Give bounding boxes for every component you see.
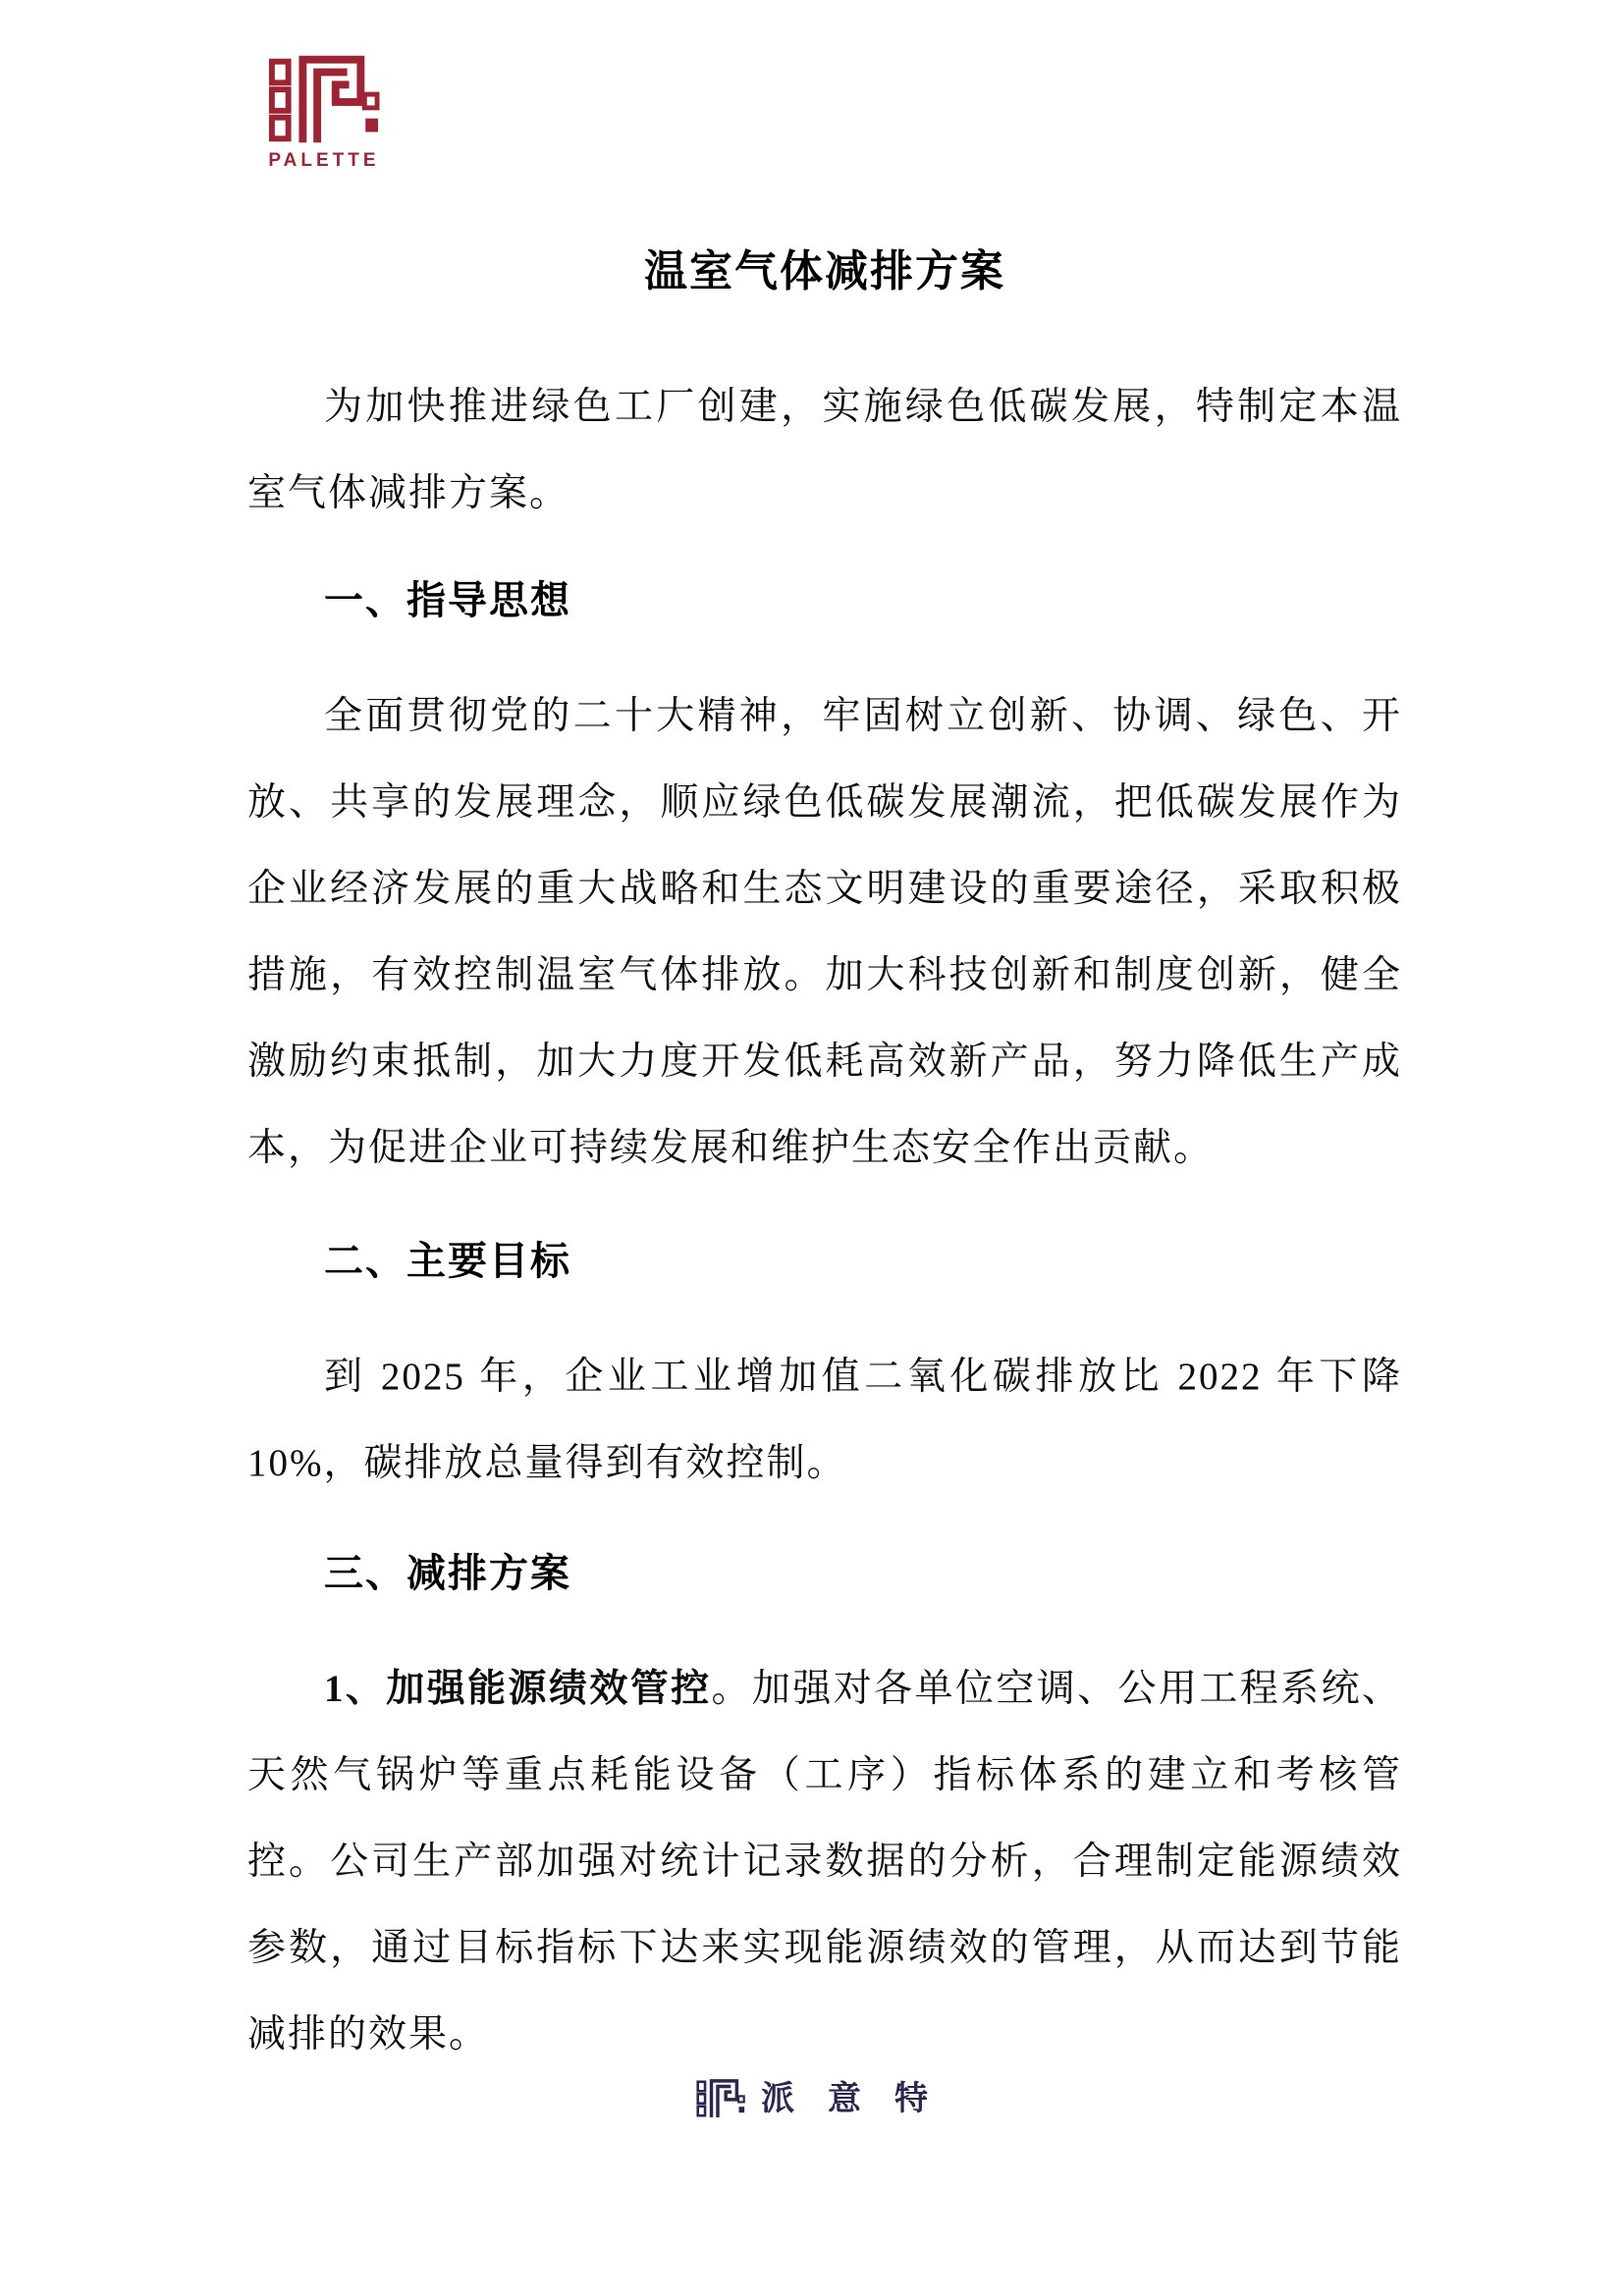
document-content [247,0,1402,2078]
section-heading-guiding-ideology: 一、指导思想 [324,579,571,622]
footer-brand-char: 意 [828,2080,861,2117]
section-body-guiding-ideology: 全面贯彻党的二十大精神，牢固树立创新、协调、绿色、开放、共享的发展理念，顺应绿色低碳发展潮流，把低碳发展作为企业经济发展的重大战略和生态文明建设的重要途径，采取积极措施，有效控制温室气体排放。加大科技创新和制度创新，健全激励约束抵制，加大力度开发低耗高效新产品，努力降低生产成本，为促进企业可持续发展和维护生态安全作出贡献。 [247,695,1402,1169]
section-heading-main-goals: 二、主要目标 [324,1240,571,1283]
footer-brand-char: 特 [894,2080,928,2117]
measure-1-lead: 1、加强能源绩效管控 [324,1668,712,1710]
footer-brand-name [761,2082,928,2115]
palette-logo-wordmark: PALETTE [268,150,380,171]
footer-brand [0,2079,1624,2118]
section-body-reduction-plan [247,1646,1402,2078]
footer-brand-char: 派 [761,2080,794,2117]
measure-1-text: 。加强对各单位空调、公用工程系统、天然气锅炉等重点耗能设备（工序）指标体系的建立和考核管控。公司生产部加强对统计记录数据的分析，合理制定能源绩效参数，通过目标指标下达来实现能源绩效的管理，从而达到节能减排的效果。 [247,1668,1402,2056]
section-heading-reduction-plan: 三、减排方案 [324,1552,571,1595]
paiyite-logo-icon [696,2079,745,2118]
document-title: 温室气体减排方案 [644,247,1005,295]
intro-paragraph: 为加快推进绿色工厂创建，实施绿色低碳发展，特制定本温室气体减排方案。 [247,386,1402,514]
section-body-main-goals: 到 2025 年，企业工业增加值二氧化碳排放比 2022 年下降 10%，碳排放总量得到有效控制。 [247,1356,1402,1484]
